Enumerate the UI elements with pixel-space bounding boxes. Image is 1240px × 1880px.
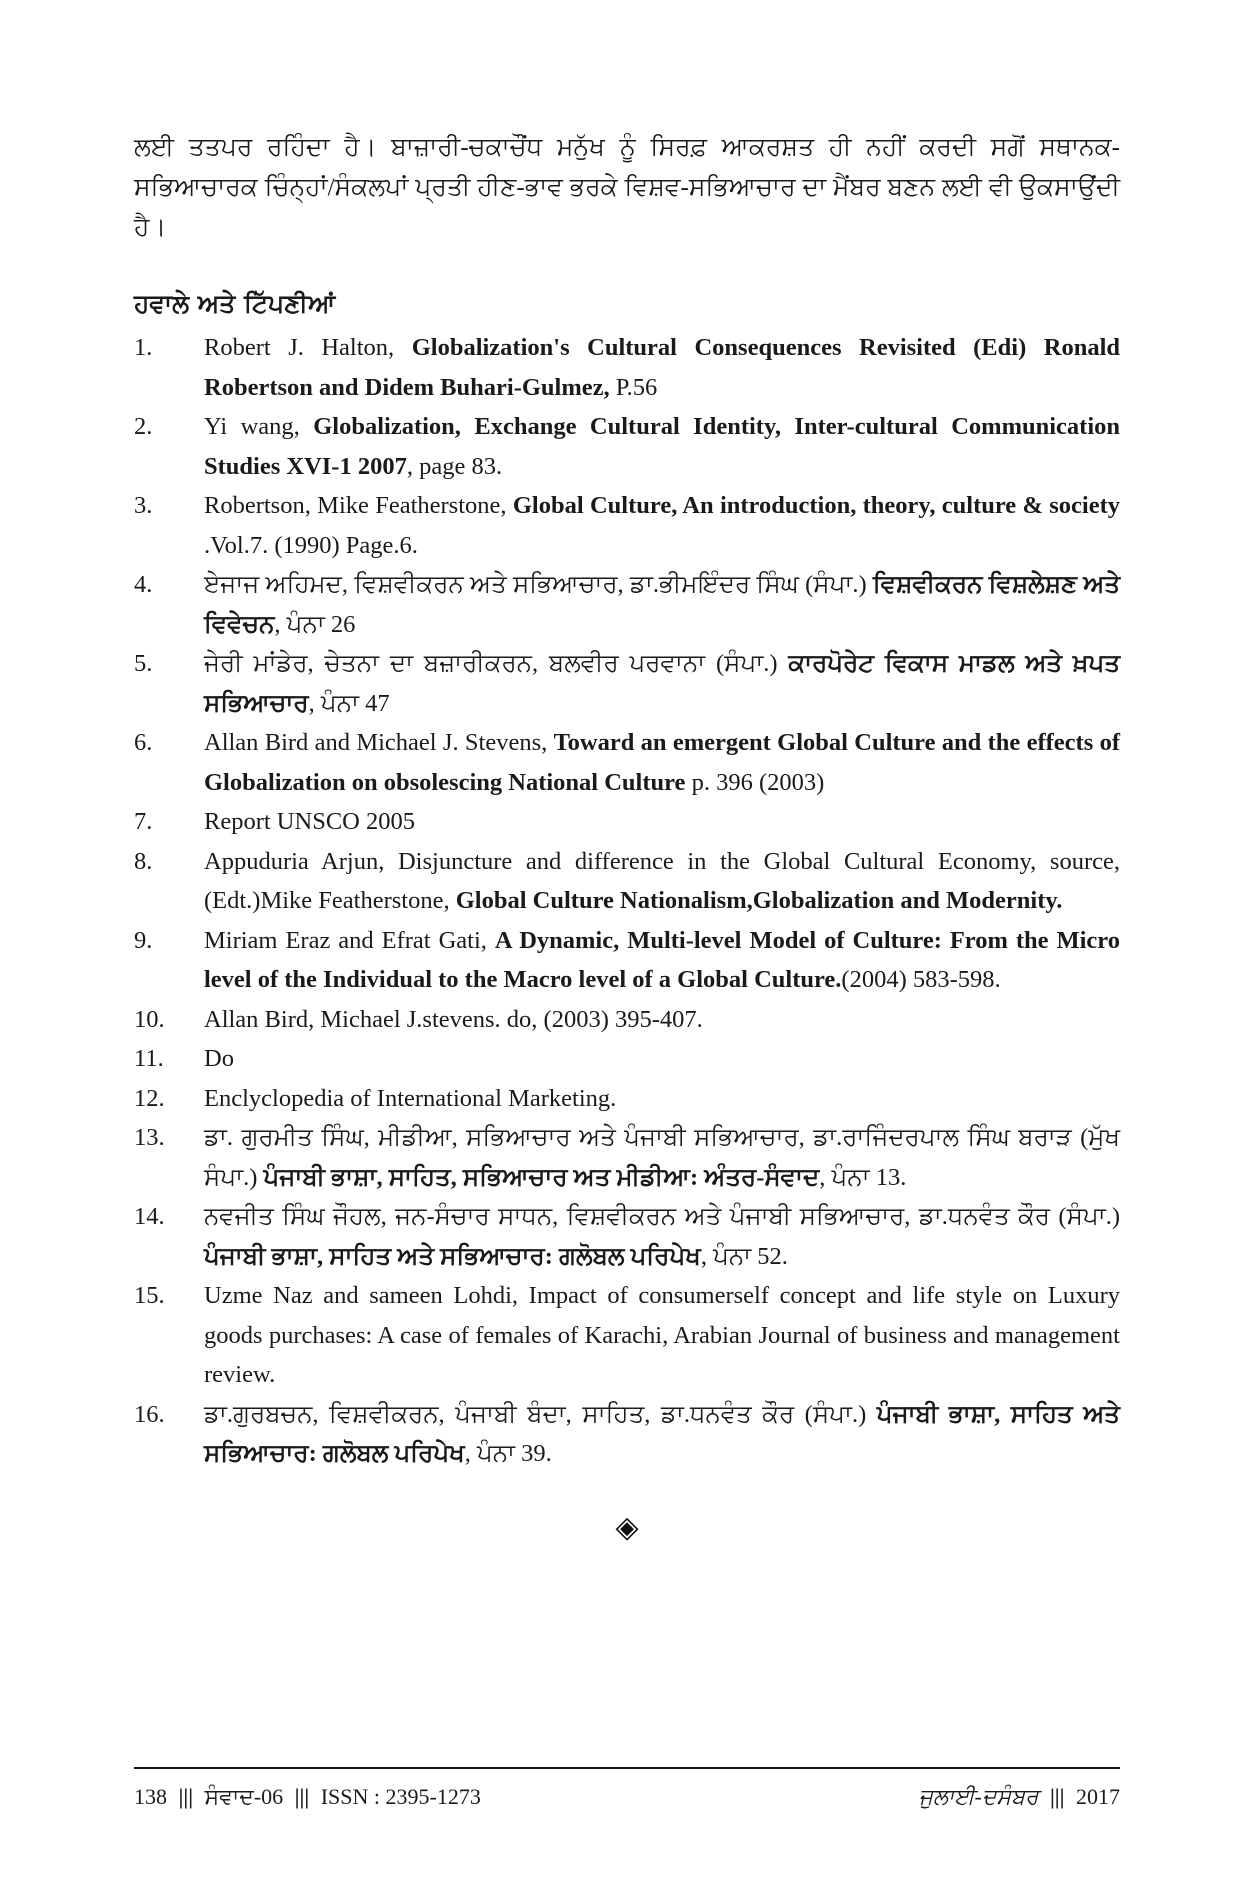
reference-title: Toward an emergent Global Culture and the effects of Globalization on obsolescing National Culture <box>204 729 1120 796</box>
reference-text <box>204 921 1120 1000</box>
references-list <box>134 328 1120 1474</box>
reference-details: , ਪੰਨਾ 26 <box>274 610 356 638</box>
reference-details: .Vol.7. (1990) Page.6. <box>204 531 418 559</box>
reference-number: 5. <box>134 650 153 677</box>
reference-number: 8. <box>134 847 153 875</box>
issn: ISSN : 2395-1273 <box>320 1784 481 1809</box>
reference-text <box>204 565 1120 644</box>
reference-plain: Yi wang, <box>204 413 314 440</box>
reference-title: Global Culture, An introduction, theory, culture & society <box>512 492 1120 519</box>
reference-item <box>134 328 1120 407</box>
reference-plain: ਡਾ.ਗੁਰਬਚਨ, ਵਿਸ਼ਵੀਕਰਨ, ਪੰਜਾਬੀ ਬੰਦਾ, ਸਾਹਿਤ, ਡਾ.ਧਨਵੰਤ ਕੌਰ (ਸੰਪਾ.) <box>204 1400 877 1428</box>
reference-details: P.56 <box>609 373 658 401</box>
reference-plain: ਏਜਾਜ ਅਹਿਮਦ, ਵਿਸ਼ਵੀਕਰਨ ਅਤੇ ਸਭਿਆਚਾਰ, ਡਾ.ਭੀਮਇੰਦਰ ਸਿੰਘ (ਸੰਪਾ.) <box>204 571 873 598</box>
reference-title: Globalization, Exchange Cultural Identity, Inter-cultural Communication Studies XVI-1 2007 <box>204 413 1121 480</box>
reference-text <box>204 1395 1120 1474</box>
reference-number: 4. <box>134 571 153 598</box>
reference-text <box>204 328 1120 407</box>
page-number: 138 <box>134 1784 167 1809</box>
reference-details: , ਪੰਨਾ 39. <box>464 1440 552 1467</box>
reference-title: ਵਿਸ਼ਵੀਕਰਨ ਵਿਸ਼ਲੇਸ਼ਣ ਅਤੇ ਵਿਵੇਚਨ <box>204 571 1120 638</box>
reference-details: , page 83. <box>406 452 503 480</box>
reference-text <box>204 644 1120 723</box>
issue-year: 2017 <box>1076 1784 1120 1809</box>
reference-text <box>204 1079 1120 1119</box>
reference-text <box>204 1118 1120 1197</box>
page-body <box>134 128 1120 1545</box>
reference-plain: ਜੇਰੀ ਮਾਂਡੇਰ, ਚੇਤਨਾ ਦਾ ਬਜ਼ਾਰੀਕਰਨ, ਬਲਵੀਰ ਪਰਵਾਨਾ (ਸੰਪਾ.) <box>204 650 789 677</box>
reference-plain: Do <box>204 1045 234 1072</box>
reference-item <box>134 842 1120 921</box>
reference-plain: ਡਾ. ਗੁਰਮੀਤ ਸਿੰਘ, ਮੀਡੀਆ, ਸਭਿਆਚਾਰ ਅਤੇ ਪੰਜਾਬੀ ਸਭਿਆਚਾਰ, ਡਾ.ਰਾਜਿੰਦਰਪਾਲ ਸਿੰਘ ਬਰਾੜ (ਮੁੱਖ ਸੰਪਾ.) <box>204 1124 1120 1191</box>
reference-plain: Allan Bird, Michael J.stevens. do, (2003) 395-407. <box>204 1005 703 1033</box>
reference-title: Globalization's Cultural Consequences Revisited (Edi) Ronald Robertson and Didem Buhari-Gulmez, <box>204 334 1121 401</box>
reference-plain: Uzme Naz and sameen Lohdi, Impact of consumerself concept and life style on Luxury goods purchases: A case of females of Karachi, Arabian Journal of business and management review. <box>204 1282 1120 1388</box>
reference-number: 13. <box>134 1124 165 1151</box>
reference-text <box>204 1039 1120 1079</box>
reference-number: 16. <box>134 1400 165 1428</box>
reference-number: 11. <box>134 1045 164 1072</box>
reference-plain: ਨਵਜੀਤ ਸਿੰਘ ਜੌਹਲ, ਜਨ-ਸੰਚਾਰ ਸਾਧਨ, ਵਿਸ਼ਵੀਕਰਨ ਅਤੇ ਪੰਜਾਬੀ ਸਭਿਆਚਾਰ, ਡਾ.ਧਨਵੰਤ ਕੌਰ (ਸੰਪਾ.) <box>204 1203 1120 1230</box>
reference-number: 15. <box>134 1282 165 1309</box>
reference-item <box>134 1079 1120 1119</box>
reference-text <box>204 723 1120 802</box>
reference-title: ਪੰਜਾਬੀ ਭਾਸ਼ਾ, ਸਾਹਿਤ ਅਤੇ ਸਭਿਆਚਾਰ: ਗਲੋਬਲ ਪਰਿਪੇਖ <box>204 1400 1120 1467</box>
reference-title: ਪੰਜਾਬੀ ਭਾਸ਼ਾ, ਸਾਹਿਤ ਅਤੇ ਸਭਿਆਚਾਰ: ਗਲੋਬਲ ਪਰਿਪੇਖ <box>204 1242 701 1270</box>
reference-item <box>134 921 1120 1000</box>
reference-item <box>134 1197 1120 1276</box>
reference-text <box>204 802 1120 842</box>
footer-separator: ||| <box>1049 1784 1065 1809</box>
intro-paragraph: ਲਈ ਤਤਪਰ ਰਹਿੰਦਾ ਹੈ। ਬਾਜ਼ਾਰੀ-ਚਕਾਚੌਂਧ ਮਨੁੱਖ ਨੂੰ ਸਿਰਫ਼ ਆਕਰਸ਼ਤ ਹੀ ਨਹੀਂ ਕਰਦੀ ਸਗੋਂ ਸਥਾਨਕ-ਸਭਿਆਚਾਰਕ ਚਿੰਨ੍ਹਾਂ/ਸੰਕਲਪਾਂ ਪ੍ਰਤੀ ਹੀਣ-ਭਾਵ ਭਰਕੇ ਵਿਸ਼ਵ-ਸਭਿਆਚਾਰ ਦਾ ਮੈਂਬਰ ਬਣਨ ਲਈ ਵੀ ਉਕਸਾਉਂਦੀ ਹੈ। <box>134 134 1120 241</box>
reference-title: A Dynamic, Multi-level Model of Culture: From the Micro level of the Individual to the Macro level of a Global Culture. <box>204 926 1120 993</box>
footer-left <box>134 1784 481 1810</box>
footer-separator: ||| <box>294 1784 310 1809</box>
reference-details: , ਪੰਨਾ 47 <box>308 689 390 717</box>
reference-item <box>134 802 1120 842</box>
reference-number: 6. <box>134 729 153 756</box>
reference-details: , ਪੰਨਾ 52. <box>700 1242 788 1270</box>
reference-number: 3. <box>134 492 153 519</box>
issue-period: ਜੁਲਾਈ-ਦਸੰਬਰ <box>918 1784 1039 1809</box>
reference-item <box>134 1395 1120 1474</box>
footer-right <box>919 1784 1120 1810</box>
footer-separator: ||| <box>178 1784 194 1809</box>
reference-plain: Miriam Eraz and Efrat Gati, <box>204 926 495 954</box>
reference-details: , ਪੰਨਾ 13. <box>819 1163 907 1191</box>
reference-plain: Robertson, Mike Featherstone, <box>204 492 513 519</box>
reference-plain: Appuduria Arjun, Disjuncture and difference in the Global Cultural Economy, source, (Edt.)Mike Featherstone, <box>204 847 1120 914</box>
ornament-icon: ◈ <box>615 1510 639 1544</box>
reference-text <box>204 486 1120 565</box>
reference-number: 10. <box>134 1005 165 1033</box>
reference-number: 14. <box>134 1203 165 1230</box>
reference-text <box>204 1000 1120 1040</box>
reference-text <box>204 1276 1120 1395</box>
reference-item <box>134 1118 1120 1197</box>
footer-divider <box>134 1767 1120 1769</box>
reference-item <box>134 1000 1120 1040</box>
reference-item <box>134 1276 1120 1395</box>
reference-item <box>134 407 1120 486</box>
reference-plain: Report UNSCO 2005 <box>204 808 415 835</box>
reference-item <box>134 1039 1120 1079</box>
reference-item <box>134 486 1120 565</box>
reference-plain: Allan Bird and Michael J. Stevens, <box>204 729 554 756</box>
journal-name: ਸੰਵਾਦ-06 <box>204 1784 284 1809</box>
reference-title: ਕਾਰਪੋਰੇਟ ਵਿਕਾਸ ਮਾਡਲ ਅਤੇ ਖ਼ਪਤ ਸਭਿਆਚਾਰ <box>204 650 1120 717</box>
reference-text <box>204 407 1120 486</box>
reference-number: 9. <box>134 926 153 954</box>
reference-text <box>204 842 1120 921</box>
reference-title: Global Culture Nationalism,Globalization and Modernity. <box>455 887 1063 914</box>
reference-number: 2. <box>134 413 153 440</box>
reference-plain: Enclyclopedia of International Marketing. <box>204 1084 617 1112</box>
reference-number: 1. <box>134 334 153 361</box>
reference-item <box>134 723 1120 802</box>
reference-number: 12. <box>134 1084 165 1112</box>
reference-plain: Robert J. Halton, <box>204 334 412 361</box>
reference-item <box>134 565 1120 644</box>
references-heading: ਹਵਾਲੇ ਅਤੇ ਟਿੱਪਣੀਆਂ <box>134 289 336 318</box>
reference-text <box>204 1197 1120 1276</box>
reference-details: (2004) 583-598. <box>841 966 1001 993</box>
reference-title: ਪੰਜਾਬੀ ਭਾਸ਼ਾ, ਸਾਹਿਤ, ਸਭਿਆਚਾਰ ਅਤ ਮੀਡੀਆ: ਅੰਤਰ-ਸੰਵਾਦ <box>263 1163 820 1191</box>
reference-details: p. 396 (2003) <box>685 768 825 796</box>
reference-number: 7. <box>134 808 153 835</box>
page-footer <box>134 1784 1120 1810</box>
reference-item <box>134 644 1120 723</box>
